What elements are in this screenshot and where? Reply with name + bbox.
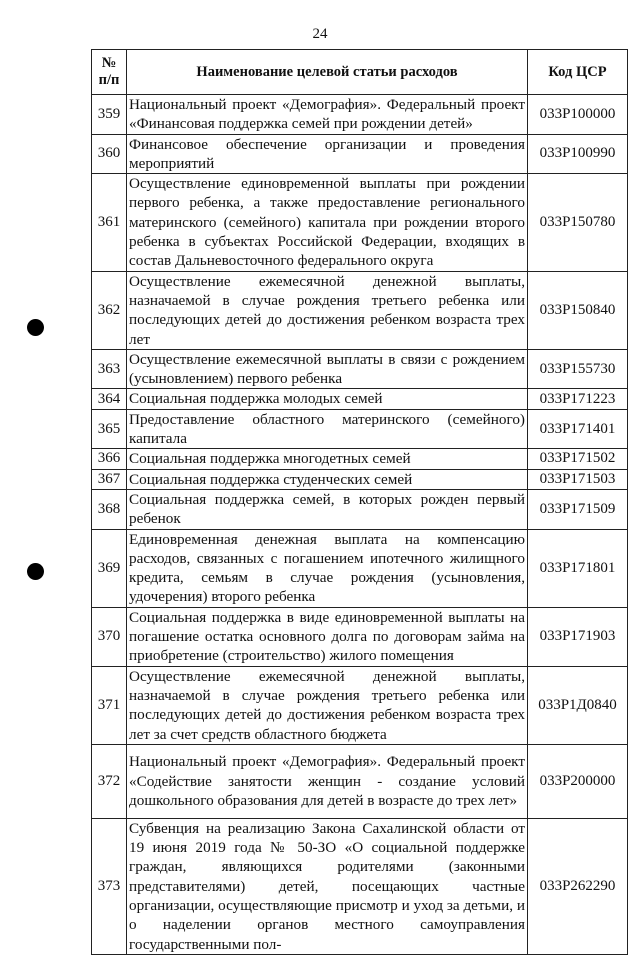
row-name: Финансовое обеспечение организации и проведения мероприятий [127, 134, 528, 174]
row-code: 033P150780 [528, 174, 628, 271]
row-name: Осуществление ежемесячной выплаты в связи с рождением (усыновлением) первого ребенка [127, 349, 528, 389]
row-number: 364 [92, 389, 127, 409]
row-code: 033P262290 [528, 818, 628, 954]
row-name: Национальный проект «Демография». Федеральный проект «Финансовая поддержка семей при рождении детей» [127, 95, 528, 135]
row-number: 362 [92, 271, 127, 349]
row-name: Единовременная денежная выплата на компенсацию расходов, связанных с погашением ипотечного жилищного кредита, семьям в случае рождения (усыновления, удочерения) второго ребенка [127, 529, 528, 607]
row-number: 373 [92, 818, 127, 954]
table-row [92, 666, 628, 744]
row-name: Субвенция на реализацию Закона Сахалинской области от 19 июня 2019 года № 50-ЗО «О социальной поддержке граждан, являющихся родителями (законными представителями) детей, посещающих частные организации, осуществляющие присмотр и уход за детьми, и о наделении органов местного самоуправления государственными пол- [127, 818, 528, 954]
table-row [92, 744, 628, 818]
page-number: 24 [312, 26, 328, 42]
row-number: 367 [92, 469, 127, 489]
row-code: 033P171502 [528, 449, 628, 469]
table-row [92, 174, 628, 271]
table-row [92, 607, 628, 666]
row-number: 361 [92, 174, 127, 271]
row-number: 359 [92, 95, 127, 135]
row-name: Осуществление ежемесячной денежной выплаты, назначаемой в случае рождения третьего ребенка или последующих детей до достижения ребенком возраста трех лет за счет средств областного бюджета [127, 666, 528, 744]
row-number: 360 [92, 134, 127, 174]
binder-hole-bottom [27, 563, 44, 580]
table-row [92, 529, 628, 607]
budget-items-table [91, 49, 628, 955]
header-name: Наименование целевой статьи расходов [127, 50, 528, 95]
row-code: 033P100000 [528, 95, 628, 135]
row-name: Осуществление ежемесячной денежной выплаты, назначаемой в случае рождения третьего ребенка или последующих детей до достижения ребенком возраста трех лет [127, 271, 528, 349]
table-header-row [92, 50, 628, 95]
row-name: Национальный проект «Демография». Федеральный проект «Содействие занятости женщин - создание условий дошкольного образования для детей в возрасте до трех лет» [127, 744, 528, 818]
binder-hole-top [27, 319, 44, 336]
row-number: 371 [92, 666, 127, 744]
row-code: 033P150840 [528, 271, 628, 349]
header-code: Код ЦСР [528, 50, 628, 95]
row-number: 372 [92, 744, 127, 818]
row-code: 033P171223 [528, 389, 628, 409]
row-name: Социальная поддержка студенческих семей [127, 469, 528, 489]
header-num: № п/п [92, 50, 127, 95]
row-name: Социальная поддержка многодетных семей [127, 449, 528, 469]
row-name: Социальная поддержка в виде единовременной выплаты на погашение остатка основного долга по договорам займа на приобретение (строительство) жилого помещения [127, 607, 528, 666]
row-name: Предоставление областного материнского (семейного) капитала [127, 409, 528, 449]
row-code: 033P155730 [528, 349, 628, 389]
row-code: 033P171509 [528, 489, 628, 529]
row-name: Осуществление единовременной выплаты при рождении первого ребенка, а также предоставление регионального материнского (семейного) капитала при рождении второго ребенка в субъектах Российской Федерации, входящих в состав Дальневосточного федерального округа [127, 174, 528, 271]
row-number: 369 [92, 529, 127, 607]
table-row [92, 818, 628, 954]
table-row [92, 449, 628, 469]
table-row [92, 349, 628, 389]
table-row [92, 271, 628, 349]
row-number: 365 [92, 409, 127, 449]
row-name: Социальная поддержка семей, в которых рожден первый ребенок [127, 489, 528, 529]
table-row [92, 389, 628, 409]
row-number: 370 [92, 607, 127, 666]
row-number: 368 [92, 489, 127, 529]
row-code: 033P171401 [528, 409, 628, 449]
row-name: Социальная поддержка молодых семей [127, 389, 528, 409]
row-code: 033P1Д0840 [528, 666, 628, 744]
row-code: 033P171801 [528, 529, 628, 607]
row-number: 366 [92, 449, 127, 469]
table-row [92, 409, 628, 449]
row-code: 033P171503 [528, 469, 628, 489]
row-number: 363 [92, 349, 127, 389]
table-row [92, 469, 628, 489]
row-code: 033P200000 [528, 744, 628, 818]
row-code: 033P100990 [528, 134, 628, 174]
table-row [92, 489, 628, 529]
row-code: 033P171903 [528, 607, 628, 666]
table-row [92, 95, 628, 135]
table-row [92, 134, 628, 174]
